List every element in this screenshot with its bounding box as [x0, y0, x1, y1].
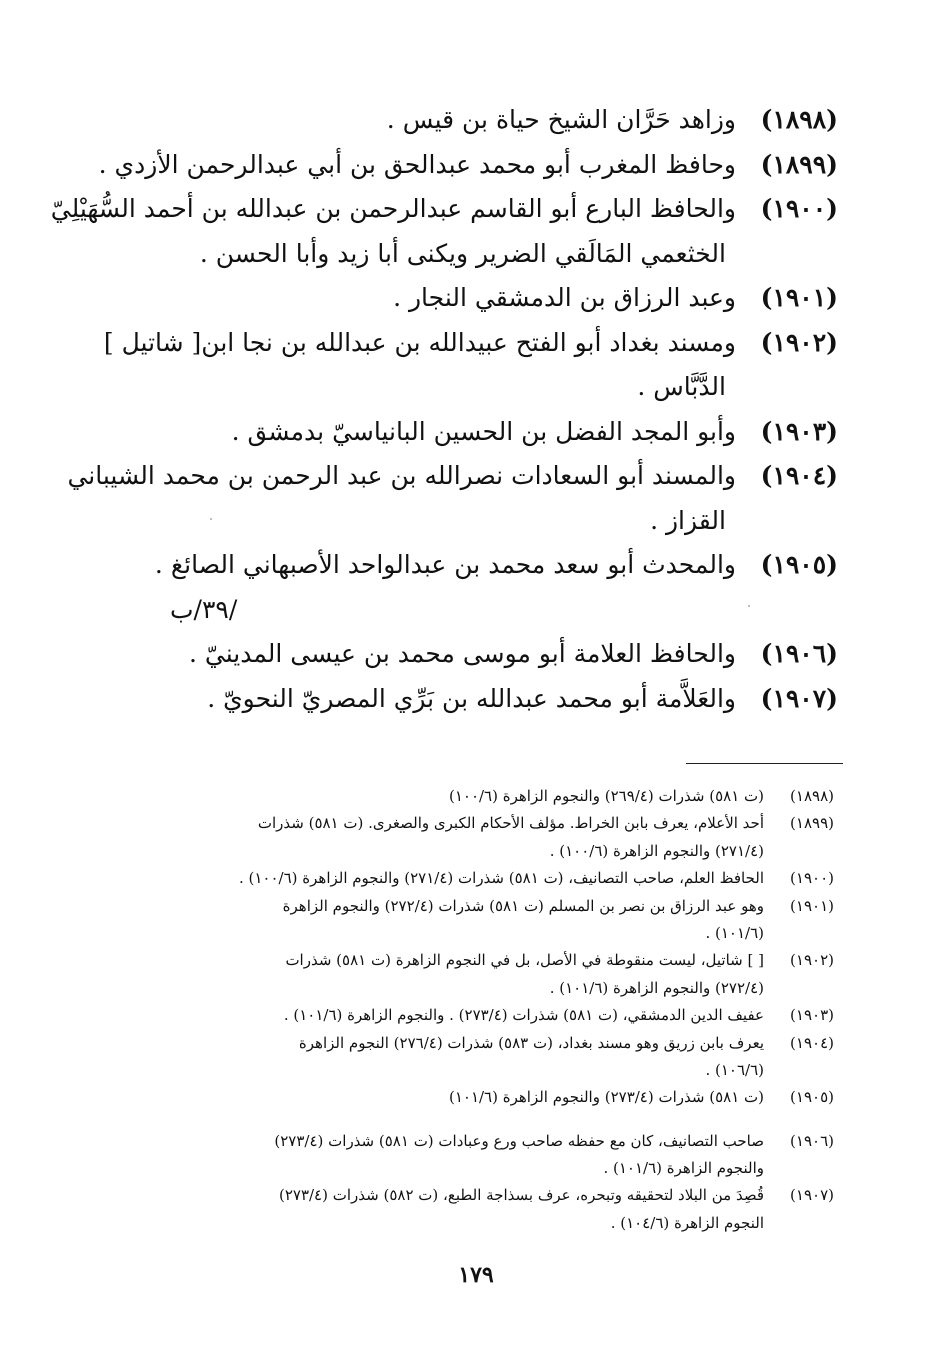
paper-speck	[210, 518, 212, 520]
footnote-text: قُصِدَ من البلاد لتحقيقه وتبحره، عرف بسذاجة الطبع، (ت ٥٨٢) شذرات (٢٧٣/٤)	[278, 1186, 764, 1205]
footnote-text: يعرف بابن زريق وهو مسند بغداد، (ت ٥٨٣) شذرات (٢٧٦/٤) النجوم الزاهرة	[298, 1033, 764, 1052]
entry-text: والحافظ البارع أبو القاسم عبدالرحمن بن عبدالله بن أحمد السُّهَيْلِيّ	[50, 194, 736, 223]
entry-line	[138, 543, 838, 588]
footnote-gap	[138, 1112, 834, 1128]
footnote-line	[138, 975, 834, 1002]
footnote-text: عفيف الدين الدمشقي، (ت ٥٨١) شذرات (٢٧٣/٤) . والنجوم الزاهرة (١٠١/٦) .	[283, 1006, 764, 1025]
footnote-text: (١٠١/٦) .	[705, 923, 764, 942]
entry-line	[98, 143, 838, 188]
entry-line	[138, 276, 838, 321]
footnote-number: (١٩٠٣)	[790, 1006, 834, 1025]
entry-number: (١٩٠٣)	[760, 416, 838, 446]
footnote-line	[138, 1030, 834, 1057]
footnote-number: (١٨٩٩)	[790, 814, 834, 833]
footnote-line	[138, 1002, 834, 1029]
entry-line	[138, 499, 838, 544]
entry-text: وزاهد حَرَّان الشيخ حياة بن قيس .	[386, 105, 736, 134]
entry-line	[67, 454, 838, 499]
entry-text: والمسند أبو السعادات نصرالله بن عبد الرحمن بن محمد الشيباني	[67, 461, 736, 490]
footnote-line	[138, 865, 834, 892]
entry-text: الخثعمي المَالَقي الضرير ويكنى أبا زيد وأبا الحسن .	[199, 238, 726, 268]
folio-marker-line	[138, 588, 838, 633]
footnote-text: (١٠٦/٦) .	[705, 1060, 764, 1079]
footnote-number: (١٩٠٠)	[790, 869, 834, 888]
entry-number: (١٩٠٥)	[760, 550, 838, 579]
folio-marker: /٣٩/ب	[170, 594, 238, 624]
entry-text: وعبد الرزاق بن الدمشقي النجار .	[393, 283, 736, 312]
entry-text: الدَّبَّاس .	[637, 372, 726, 401]
footnote-line	[138, 838, 834, 865]
biography-entries	[50, 98, 838, 721]
entry-text: والعَلاَّمة أبو محمد عبدالله بن بَرِّي المصريّ النحويّ .	[207, 683, 736, 713]
footnote-line	[138, 893, 834, 920]
footnote-line	[138, 1182, 834, 1209]
entry-text: وأبو المجد الفضل بن الحسين البانياسيّ بدمشق .	[231, 416, 736, 446]
entry-number: (١٨٩٩)	[760, 149, 838, 179]
entry-line	[138, 232, 838, 277]
footnote-text: النجوم الزاهرة (١٠٤/٦) .	[610, 1213, 764, 1232]
footnote-line	[138, 1128, 834, 1155]
entry-line	[50, 187, 838, 232]
footnote-line	[138, 1084, 834, 1111]
footnote-number: (١٩٠٧)	[790, 1186, 834, 1205]
footnote-number: (١٨٩٨)	[790, 787, 834, 805]
page-number: ١٧٩	[458, 1262, 494, 1288]
footnote-number: (١٩٠١)	[790, 896, 834, 915]
footnote-number: (١٩٠٦)	[790, 1131, 834, 1150]
footnote-text: (٢٧١/٤) والنجوم الزاهرة (١٠٠/٦) .	[549, 841, 764, 860]
entry-number: (١٩٠١)	[760, 283, 838, 312]
paper-speck	[748, 605, 750, 607]
footnote-text: وهو عبد الرزاق بن نصر بن المسلم (ت ٥٨١) شذرات (٢٧٢/٤) والنجوم الزاهرة	[282, 896, 764, 915]
entry-line	[103, 321, 838, 366]
footnote-number: (١٩٠٥)	[790, 1088, 834, 1107]
footnote-line	[138, 1155, 834, 1182]
footnote-line	[138, 1057, 834, 1084]
footnote-text: أحد الأعلام، يعرف بابن الخراط. مؤلف الأحكام الكبرى والصغرى. (ت ٥٨١) شذرات	[257, 814, 764, 833]
entry-text: القزاز .	[650, 505, 726, 535]
entry-line	[138, 98, 838, 143]
entry-line	[138, 677, 838, 722]
entry-number: (١٩٠٢)	[760, 327, 838, 357]
footnote-text: (ت ٥٨١) شذرات (٢٧٣/٤) والنجوم الزاهرة (١٠١/٦)	[448, 1088, 764, 1107]
entry-number: (١٨٩٨)	[760, 105, 838, 134]
entry-line	[138, 365, 838, 410]
entry-number: (١٩٠٧)	[760, 683, 838, 713]
footnote-text: والنجوم الزاهرة (١٠١/٦) .	[603, 1159, 764, 1178]
footnote-separator	[686, 763, 843, 764]
entry-number: (١٩٠٤)	[760, 461, 838, 490]
footnote-line	[138, 947, 834, 974]
footnote-number: (١٩٠٤)	[790, 1033, 834, 1052]
entry-text: وحافظ المغرب أبو محمد عبدالحق بن أبي عبدالرحمن الأزدي .	[98, 149, 736, 179]
footnote-line	[138, 783, 834, 810]
footnote-text: صاحب التصانيف، كان مع حفظه صاحب ورع وعبادات (ت ٥٨١) شذرات (٢٧٣/٤)	[274, 1131, 764, 1150]
entry-number: (١٩٠٠)	[760, 194, 838, 223]
entry-line	[138, 632, 838, 677]
entry-line	[138, 410, 838, 455]
entry-text: والمحدث أبو سعد محمد بن عبدالواحد الأصبهاني الصائغ .	[154, 550, 736, 579]
footnote-line	[138, 1210, 834, 1237]
footnote-line	[138, 920, 834, 947]
entry-number: (١٩٠٦)	[760, 639, 838, 668]
footnote-line	[138, 810, 834, 837]
entry-text: ومسند بغداد أبو الفتح عبيدالله بن عبدالله بن نجا ابن[ شاتيل ]	[103, 327, 736, 357]
footnotes-section	[138, 783, 834, 1237]
footnote-number: (١٩٠٢)	[790, 951, 834, 970]
footnote-text: [ ] شاتيل، ليست منقوطة في الأصل، بل في النجوم الزاهرة (ت ٥٨١) شذرات	[285, 951, 764, 970]
footnote-text: (٢٧٢/٤) والنجوم الزاهرة (١٠١/٦) .	[549, 978, 764, 997]
entry-text: والحافظ العلامة أبو موسى محمد بن عيسى المدينيّ .	[188, 639, 736, 668]
footnote-text: (ت ٥٨١) شذرات (٢٦٩/٤) والنجوم الزاهرة (١٠٠/٦)	[448, 787, 764, 805]
footnote-text: الحافظ العلم، صاحب التصانيف، (ت ٥٨١) شذرات (٢٧١/٤) والنجوم الزاهرة (١٠٠/٦) .	[238, 869, 764, 888]
